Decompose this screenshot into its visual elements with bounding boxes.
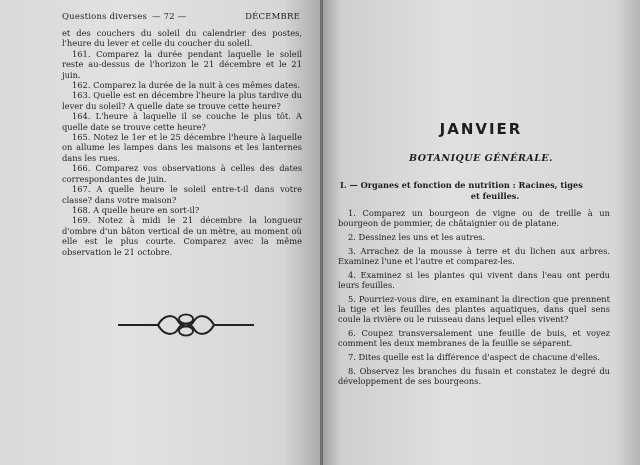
section-heading [340,180,610,201]
page-number: — 72 — [152,12,187,22]
chapter-subtitle: BOTANIQUE GÉNÉRALE. [409,153,553,164]
question-164: 164. L'heure à laquelle il se couche le plus tôt. A quelle date se trouve cette heure? [62,111,302,132]
question-162: 162. Comparez la durée de la nuit à ces mêmes dates. [72,80,301,91]
chapter-title: JANVIER [439,120,523,138]
question-7: 7. Dites quelle est la différence d'aspect de chacune d'elles. [348,352,600,362]
question-165: 165. Notez le 1er et le 25 décembre l'heure à laquelle on allume les lampes dans les maisons et les lanternes dans les rues. [62,132,302,163]
question-166: 166. Comparez vos observations à celles des dates correspondantes de juin. [62,163,302,184]
knot-ornament-icon [116,308,256,342]
question-168: 168. A quelle heure en sort-il? [72,204,200,215]
paragraph: et des couchers du soleil du calendrier des postes, l'heure du lever et celle du coucher du soleil. [62,28,302,49]
question-163: 163. Quelle est en décembre l'heure la plus tardive du lever du soleil? A quelle date se trouve cette heure? [62,90,302,111]
running-head-section: Questions diverses [62,12,148,22]
question-1: 1. Comparez un bourgeon de vigne ou de treille à un bourgeon de pommier, de châtaignier ou de platane. [338,208,610,229]
question-161: 161. Comparez la durée pendant laquelle le soleil reste au-dessus de l'horizon le 21 décembre et le 21 juin. [62,48,302,80]
book-gutter [320,0,323,465]
question-169: 169. Notez à midi le 21 décembre la longueur d'ombre d'un bâton vertical de un mètre, au moment où elle est le plus courte. Comparez avec la même observation le 21 octobre. [62,215,302,257]
question-2: 2. Dessinez les uns et les autres. [348,232,486,242]
question-6: 6. Coupez transversalement une feuille de buis, et voyez comment les deux membranes de la feuille se séparent. [338,328,610,349]
left-page-text [62,28,302,257]
running-head-month: DÉCEMBRE [245,12,300,22]
section-heading-line1: I. — Organes et fonction de nutrition : Racines, tiges [340,180,583,190]
right-page-text [338,208,610,390]
question-4: 4. Examinez si les plantes qui vivent dans l'eau ont perdu leurs feuilles. [338,269,610,290]
right-page [322,0,640,465]
question-3: 3. Arrachez de la mousse à terre et du lichen aux arbres. Examinez l'une et l'autre et comparez-les. [338,245,610,266]
question-8: 8. Observez les branches du fusain et constatez le degré du développement de ses bourgeons. [338,365,610,386]
question-167: 167. A quelle heure le soleil entre-t-il dans votre classe? dans votre maison? [62,184,302,205]
section-heading-line2: et feuilles. [470,190,520,201]
question-5: 5. Pourriez-vous dire, en examinant la direction que prennent la tige et les feuilles des plantes aquatiques, dans quel sens coule la rivière ou le ruisseau dans lequel elles vivent? [338,293,610,325]
